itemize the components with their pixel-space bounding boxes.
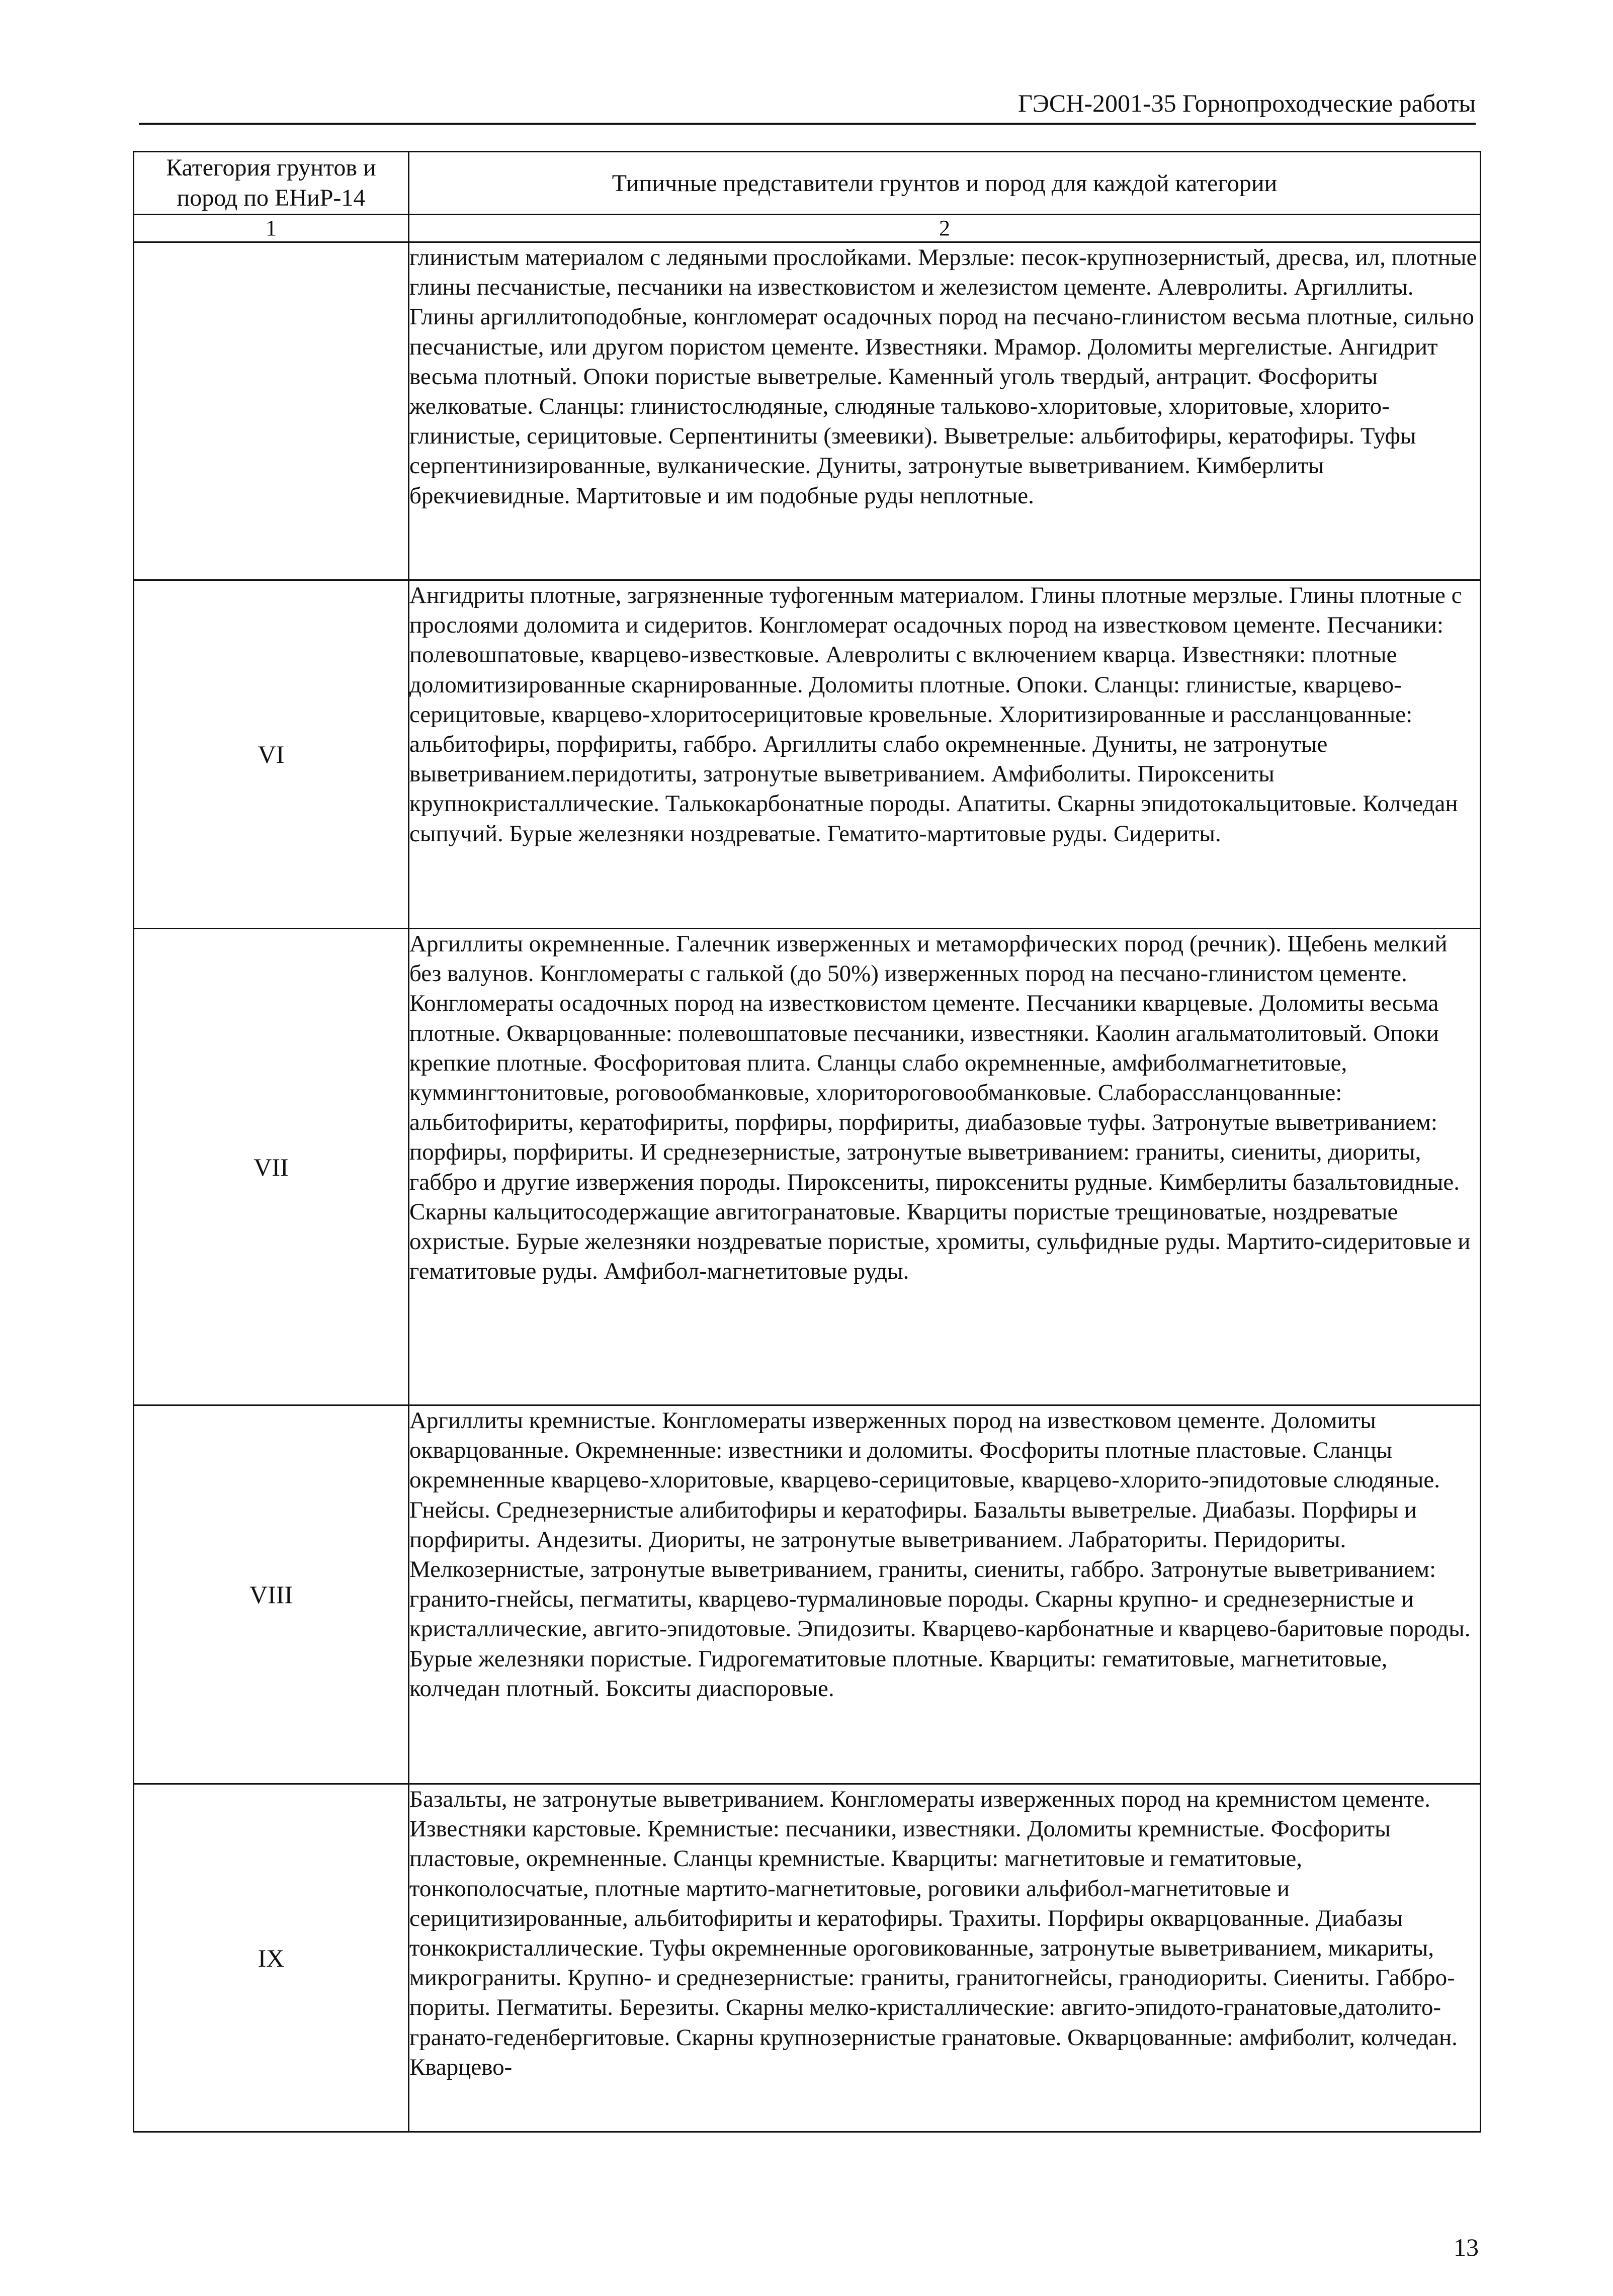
soil-category-table (133, 151, 1481, 2133)
table-row (134, 929, 1481, 1405)
category-cell: VII (134, 929, 409, 1405)
representatives-cell: Ангидриты плотные, загрязненные туфогенным материалом. Глины плотные мерзлые. Глины плотные с прослоями доломита и сидеритов. Конгломерат осадочных пород на известковом цементе. Песчаники: полевошпатовые, кварцево-известковые. Алевролиты с включением кварца. Известняки: плотные доломитизированные скарнированные. Доломиты плотные. Опоки. Сланцы: глинистые, кварцево-серицитовые, кварцево-хлоритосерицитовые кровельные. Хлоритизированные и рассланцованные: альбитофиры, порфириты, габбро. Аргиллиты слабо окремненные. Дуниты, не затронутые выветриванием.перидотиты, затронутые выветриванием. Амфиболиты. Пироксениты крупнокристаллические. Талькокарбонатные породы. Апатиты. Скарны эпидотокальцитовые. Колчедан сыпучий. Бурые железняки ноздреватые. Гематито-мартитовые руды. Сидериты. (409, 580, 1481, 929)
column-number-row (134, 215, 1481, 242)
table-row (134, 242, 1481, 580)
representatives-cell: Аргиллиты окремненные. Галечник изверженных и метаморфических пород (речник). Щебень мелкий без валунов. Конгломераты с галькой (до 50%) изверженных пород на песчано-глинистом цементе. Конгломераты осадочных пород на известковистом цементе. Песчаники кварцевые. Доломиты весьма плотные. Окварцованные: полевошпатовые песчаники, известняки. Каолин агальматолитовый. Опоки крепкие плотные. Фосфоритовая плита. Сланцы слабо окремненные, амфиболмагнетитовые, куммингтонитовые, роговообманковые, хлоритороговообманковые. Слаборассланцованные: альбитофириты, кератофириты, порфиры, порфириты, диабазовые туфы. Затронутые выветриванием: порфиры, порфириты. И среднезернистые, затронутые выветриванием: граниты, сиениты, диориты, габбро и другие извержения породы. Пироксениты, пироксениты рудные. Кимберлиты базальтовидные. Скарны кальцитосодержащие авгитогранатовые. Кварциты пористые трещиноватые, ноздреватые охристые. Бурые железняки ноздреватые пористые, хромиты, сульфидные руды. Мартито-сидеритовые и гематитовые руды. Амфибол-магнетитовые руды. (409, 929, 1481, 1405)
page-header-title: ГЭСН-2001-35 Горнопроходческие работы (139, 85, 1476, 125)
category-cell: VI (134, 580, 409, 929)
representatives-cell: Аргиллиты кремнистые. Конгломераты изверженных пород на известковом цементе. Доломиты окварцованные. Окремненные: известники и доломиты. Фосфориты плотные пластовые. Сланцы окремненные кварцево-хлоритовые, кварцево-серицитовые, кварцево-хлорито-эпидотовые слюдяные. Гнейсы. Среднезернистые алибитофиры и кератофиры. Базальты выветрелые. Диабазы. Порфиры и порфириты. Андезиты. Диориты, не затронутые выветриванием. Лабраториты. Перидориты. Мелкозернистые, затронутые выветриванием, граниты, сиениты, габбро. Затронутые выветриванием: гранито-гнейсы, пегматиты, кварцево-турмалиновые породы. Скарны крупно- и среднезернистые и кристаллические, авгито-эпидотовые. Эпидозиты. Кварцево-карбонатные и кварцево-баритовые породы. Бурые железняки пористые. Гидрогематитовые плотные. Кварциты: гематитовые, магнетитовые, колчедан плотный. Бокситы диаспоровые. (409, 1405, 1481, 1784)
page-number: 13 (1454, 2233, 1479, 2261)
table-row (134, 1405, 1481, 1784)
table-row (134, 580, 1481, 929)
category-cell: VIII (134, 1405, 409, 1784)
column-number-2: 2 (409, 215, 1481, 242)
table-row (134, 1784, 1481, 2132)
column-number-1: 1 (134, 215, 409, 242)
representatives-cell: глинистым материалом с ледяными прослойками. Мерзлые: песок-крупнозернистый, дресва, ил, плотные глины песчанистые, песчаники на известковистом и железистом цементе. Алевролиты. Аргиллиты. Глины аргиллитоподобные, конгломерат осадочных пород на песчано-глинистом весьма плотные, сильно песчанистые, или другом пористом цементе. Известняки. Мрамор. Доломиты мергелистые. Ангидрит весьма плотный. Опоки пористые выветрелые. Каменный уголь твердый, антрацит. Фосфориты желковатые. Сланцы: глинистослюдяные, слюдяные тальково-хлоритовые, хлоритовые, хлорито-глинистые, серицитовые. Серпентиниты (змеевики). Выветрелые: альбитофиры, кератофиры. Туфы серпентинизированные, вулканические. Дуниты, затронутые выветриванием. Кимберлиты брекчиевидные. Мартитовые и им подобные руды неплотные. (409, 242, 1481, 580)
representatives-cell: Базальты, не затронутые выветриванием. Конгломераты изверженных пород на кремнистом цементе. Известняки карстовые. Кремнистые: песчаники, известняки. Доломиты кремнистые. Фосфориты пластовые, окремненные. Сланцы кремнистые. Кварциты: магнетитовые и гематитовые, тонкополосчатые, плотные мартито-магнетитовые, роговики альфибол-магнетитовые и серицитизированные, альбитофириты и кератофиры. Трахиты. Порфиры окварцованные. Диабазы тонкокристаллические. Туфы окремненные ороговикованные, затронутые выветриванием, микариты, микрограниты. Крупно- и среднезернистые: граниты, гранитогнейсы, гранодиориты. Сиениты. Габбро-пориты. Пегматиты. Березиты. Скарны мелко-кристаллические: авгито-эпидото-гранатовые,датолито-гранато-геденбергитовые. Скарны крупнозернистые гранатовые. Окварцованные: амфиболит, колчедан. Кварцево- (409, 1784, 1481, 2132)
header-representatives: Типичные представители грунтов и пород для каждой категории (409, 152, 1481, 215)
header-category: Категория грунтов и пород по ЕНиР-14 (134, 152, 409, 215)
category-cell: IX (134, 1784, 409, 2132)
category-cell (134, 242, 409, 580)
table-header-row (134, 152, 1481, 215)
